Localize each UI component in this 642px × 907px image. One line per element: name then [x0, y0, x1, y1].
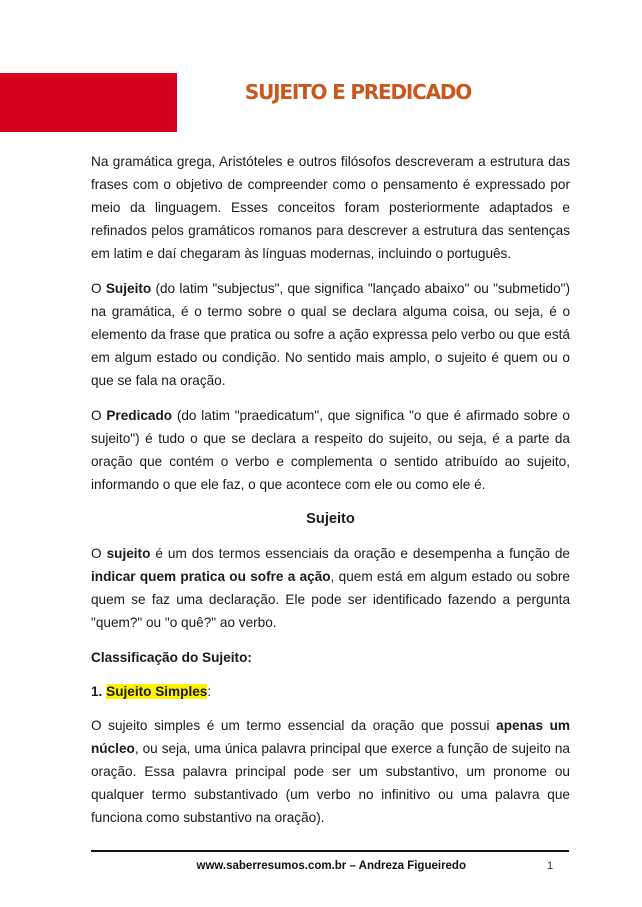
predicado-definition-paragraph [91, 404, 570, 496]
footer-credit: www.saberresumos.com.br – Andreza Figueiredo [196, 860, 466, 872]
classification-item-title [91, 680, 570, 703]
section-p-end: , quem está em algum estado ou sobre quem se faz uma declaração. Ele pode ser identificado fazendo a pergunta "quem?" ou "o quê?" ao verbo. [91, 569, 570, 630]
section-p-emphasis: indicar quem pratica ou sofre a ação [91, 569, 331, 584]
document-body [91, 150, 570, 841]
footer-divider [91, 850, 569, 852]
header-red-band [0, 73, 177, 132]
simples-p-prefix: O sujeito simples é um termo essencial da oração que possui [91, 718, 497, 733]
section-p-mid: é um dos termos essenciais da oração e desempenha a função de [150, 546, 570, 561]
section-heading-sujeito: Sujeito [306, 511, 355, 527]
simples-p-emphasis: apenas um núcleo [91, 718, 571, 756]
sujeito-definition-paragraph [91, 277, 570, 392]
section-p-term: sujeito [106, 546, 151, 561]
item-suffix: : [207, 684, 212, 699]
simples-p-end: , ou seja, uma única palavra principal que exerce a função de sujeito na oração. Essa palavra principal pode ser um substantivo, um pronome ou qualquer termo substantivado (um verbo no infinitivo ou uma palavra que funciona como substantivo na oração). [91, 741, 570, 825]
sujeito-term: Sujeito [105, 281, 152, 296]
predicado-def-text: (do latim "praedicatum", que significa "o que é afirmado sobre o sujeito") é tudo o que se declara a respeito do sujeito, ou seja, é a parte da oração que contém o verbo e complementa o sentido atribuído ao sujeito, informando o que ele faz, o que acontece com ele ou como ele é. [91, 408, 570, 492]
predicado-def-prefix: O [91, 408, 107, 423]
sujeito-def-text: (do latim "subjectus", que significa "lançado abaixo" ou "submetido") na gramática, é o termo sobre o qual se declara alguma coisa, ou seja, é o elemento da frase que pratica ou sofre a ação expressa pelo verbo ou que está em algum estado ou condição. No sentido mais amplo, o sujeito é quem ou o que se fala na oração. [91, 281, 570, 388]
sujeito-section-paragraph [91, 542, 570, 634]
item-number: 1. [91, 684, 107, 699]
section-p-prefix: O [91, 546, 107, 561]
sujeito-simples-paragraph [91, 714, 570, 829]
page-number: 1 [546, 860, 554, 872]
page-title: SUJEITO E PREDICADO [244, 80, 472, 104]
classification-heading: Classificação do Sujeito: [91, 650, 252, 665]
intro-paragraph: Na gramática grega, Aristóteles e outros filósofos descreveram a estrutura das frases com o objetivo de compreender como o pensamento é expressado por meio da linguagem. Esses conceitos foram posteriormente adaptados e refinados pelos gramáticos romanos para descrever a estrutura das sentenças em latim e daí chegaram às línguas modernas, incluindo o português. [91, 154, 570, 261]
sujeito-def-prefix: O [91, 281, 106, 296]
item-label-highlighted: Sujeito Simples [106, 684, 208, 699]
predicado-term: Predicado [106, 408, 173, 423]
